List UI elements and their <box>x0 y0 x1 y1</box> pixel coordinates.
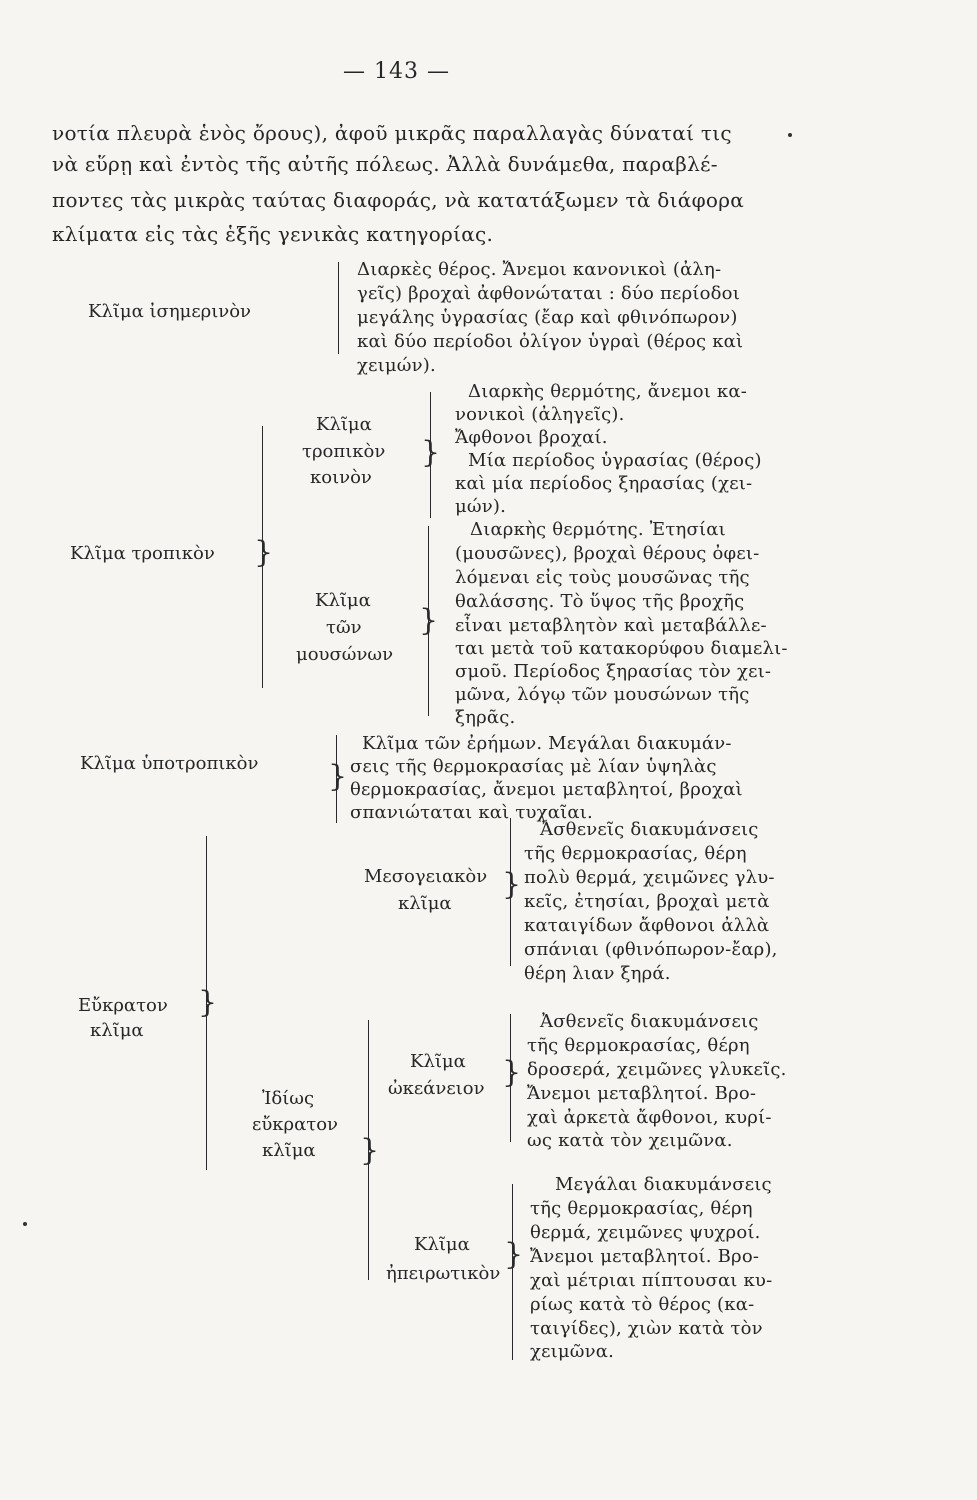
monsoon-line: εἶναι μεταβλητὸν καὶ μεταβάλλε- <box>455 615 767 636</box>
mediterranean-brace-tip: } <box>502 867 522 902</box>
tropical-common-label: τροπικὸν <box>302 441 386 462</box>
tropical-brace-tip: } <box>254 535 274 570</box>
tropical-common-line: Μία περίοδος ὑγρασίας (θέρος) <box>468 450 762 471</box>
intro-line: ποντες τὰς μικρὰς ταύτας διαφοράς, νὰ κατατάξωμεν τὰ διάφορα <box>52 188 745 212</box>
oceanic-line: ως κατὰ τὸν χειμῶνα. <box>527 1130 733 1151</box>
monsoon-line: λόμεναι εἰς τοὺς μουσῶνας τῆς <box>455 567 750 588</box>
equatorial-line: χειμών). <box>357 355 436 376</box>
tropical-common-brace-tip: } <box>421 435 441 470</box>
continental-line: χαὶ μέτριαι πίπτουσαι κυ- <box>530 1270 773 1291</box>
tropical-common-line: νονικοὶ (ἀληγεῖς). <box>455 404 625 425</box>
temperate-proper-label: εὔκρατον <box>252 1114 338 1135</box>
mediterranean-line: Ἀσθενεῖς διακυμάνσεις <box>540 819 759 840</box>
monsoon-line: θαλάσσης. Τὸ ὕψος τῆς βροχῆς <box>455 591 745 612</box>
temperate-brace-tip: } <box>198 985 218 1020</box>
oceanic-label: ὠκεάνειον <box>388 1078 485 1099</box>
monsoon-line: σμοῦ. Περίοδος ξηρασίας τὸν χει- <box>455 661 772 682</box>
equatorial-bracket <box>338 262 339 354</box>
continental-bracket <box>512 1184 513 1360</box>
print-speck <box>788 133 792 137</box>
subtropical-line: σπανιώταται καὶ τυχαῖαι. <box>350 802 593 823</box>
monsoon-line: ται μετὰ τοῦ κατακορύφου διαμελι- <box>455 638 788 659</box>
tropical-common-line: Ἄφθονοι βροχαί. <box>455 427 608 448</box>
monsoon-label: Κλῖμα <box>315 590 371 611</box>
temperate-label: κλῖμα <box>90 1020 144 1041</box>
oceanic-line: τῆς θερμοκρασίας, θέρη <box>527 1035 750 1056</box>
mediterranean-line: πολὺ θερμά, χειμῶνες γλυ- <box>524 867 775 888</box>
page-number: — 143 — <box>343 59 450 84</box>
mediterranean-label: Μεσογειακὸν <box>364 866 488 887</box>
mediterranean-line: κεῖς, ἐτησίαι, βροχαὶ μετὰ <box>524 891 770 912</box>
temperate-proper-brace-tip: } <box>360 1133 380 1168</box>
intro-line: νοτία πλευρὰ ἑνὸς ὄρους), ἀφοῦ μικρᾶς παραλλαγὰς δύναταί τις <box>52 121 732 145</box>
monsoon-label: τῶν <box>326 617 362 638</box>
monsoon-line: Διαρκὴς θερμότης. Ἐτησίαι <box>470 519 726 540</box>
continental-line: χειμῶνα. <box>530 1341 615 1362</box>
mediterranean-line: τῆς θερμοκρασίας, θέρη <box>524 843 747 864</box>
continental-line: Μεγάλαι διακυμάνσεις <box>555 1174 772 1195</box>
tropical-common-label: κοινὸν <box>310 467 372 488</box>
monsoon-line: ξηρᾶς. <box>455 707 516 728</box>
continental-line: θερμά, χειμῶνες ψυχροί. <box>530 1222 761 1243</box>
tropical-label: Κλῖμα τροπικὸν <box>70 543 215 564</box>
subtropical-line: θερμοκρασίας, ἄνεμοι μεταβλητοί, βροχαὶ <box>350 779 743 800</box>
temperate-proper-label: Ἰδίως <box>262 1088 315 1109</box>
oceanic-label: Κλῖμα <box>410 1051 466 1072</box>
tropical-common-line: μών). <box>455 496 507 517</box>
monsoon-label: μουσώνων <box>296 644 394 665</box>
equatorial-line: μεγάλης ὑγρασίας (ἔαρ καὶ φθινόπωρον) <box>357 307 738 328</box>
continental-line: ταιγίδες), χιὼν κατὰ τὸν <box>530 1318 763 1339</box>
mediterranean-label: κλῖμα <box>398 893 452 914</box>
subtropical-line: Κλῖμα τῶν ἐρήμων. Μεγάλαι διακυμάν- <box>362 733 732 754</box>
mediterranean-line: σπάνιαι (φθινόπωρον-ἔαρ), <box>524 939 778 960</box>
subtropical-label: Κλῖμα ὑποτροπικὸν <box>80 753 259 774</box>
temperate-proper-label: κλῖμα <box>262 1140 316 1161</box>
mediterranean-line: καταιγίδων ἄφθονοι ἀλλὰ <box>524 915 770 936</box>
intro-line: νὰ εὕρῃ καὶ ἐντὸς τῆς αὐτῆς πόλεως. Ἀλλὰ δυνάμεθα, παραβλέ- <box>52 152 718 176</box>
tropical-common-line: Διαρκὴς θερμότης, ἄνεμοι κα- <box>468 381 748 402</box>
tropical-common-label: Κλῖμα <box>316 414 372 435</box>
continental-line: Ἄνεμοι μεταβλητοί. Βρο- <box>530 1246 760 1267</box>
oceanic-line: δροσερά, χειμῶνες γλυκεῖς. <box>527 1059 787 1080</box>
equatorial-label: Κλῖμα ἰσημερινὸν <box>88 301 252 322</box>
equatorial-line: Διαρκὲς θέρος. Ἄνεμοι κανονικοὶ (ἀλη- <box>357 259 722 280</box>
subtropical-line: σεις τῆς θερμοκρασίας μὲ λίαν ὑψηλὰς <box>350 756 717 777</box>
tropical-common-line: καὶ μία περίοδος ξηρασίας (χει- <box>455 473 753 494</box>
subtropical-brace-tip: } <box>328 759 348 794</box>
continental-label: Κλῖμα <box>414 1234 470 1255</box>
oceanic-line: Ἀσθενεῖς διακυμάνσεις <box>540 1011 759 1032</box>
print-speck <box>23 1222 27 1226</box>
equatorial-line: καὶ δύο περίοδοι ὀλίγον ὑγραὶ (θέρος καὶ <box>357 331 744 352</box>
oceanic-brace-tip: } <box>502 1055 522 1090</box>
oceanic-line: χαὶ ἀρκετὰ ἄφθονοι, κυρί- <box>527 1107 772 1128</box>
continental-line: ρίως κατὰ τὸ θέρος (κα- <box>530 1294 755 1315</box>
continental-brace-tip: } <box>504 1237 524 1272</box>
monsoon-line: (μουσῶνες), βροχαὶ θέρους ὀφει- <box>455 543 760 564</box>
oceanic-line: Ἄνεμοι μεταβλητοί. Βρο- <box>527 1083 757 1104</box>
intro-line: κλίματα εἰς τὰς ἑξῆς γενικὰς κατηγορίας. <box>52 222 494 246</box>
continental-line: τῆς θερμοκρασίας, θέρη <box>530 1198 753 1219</box>
monsoon-line: μῶνα, λόγῳ τῶν μουσώνων τῆς <box>455 684 750 705</box>
continental-label: ἠπειρωτικὸν <box>386 1263 501 1284</box>
equatorial-line: γεῖς) βροχαὶ ἀφθονώταται : δύο περίοδοι <box>357 283 740 304</box>
mediterranean-line: θέρη λιαν ξηρά. <box>524 963 671 984</box>
monsoon-brace-tip: } <box>419 603 439 638</box>
temperate-label: Εὔκρατον <box>78 995 168 1016</box>
